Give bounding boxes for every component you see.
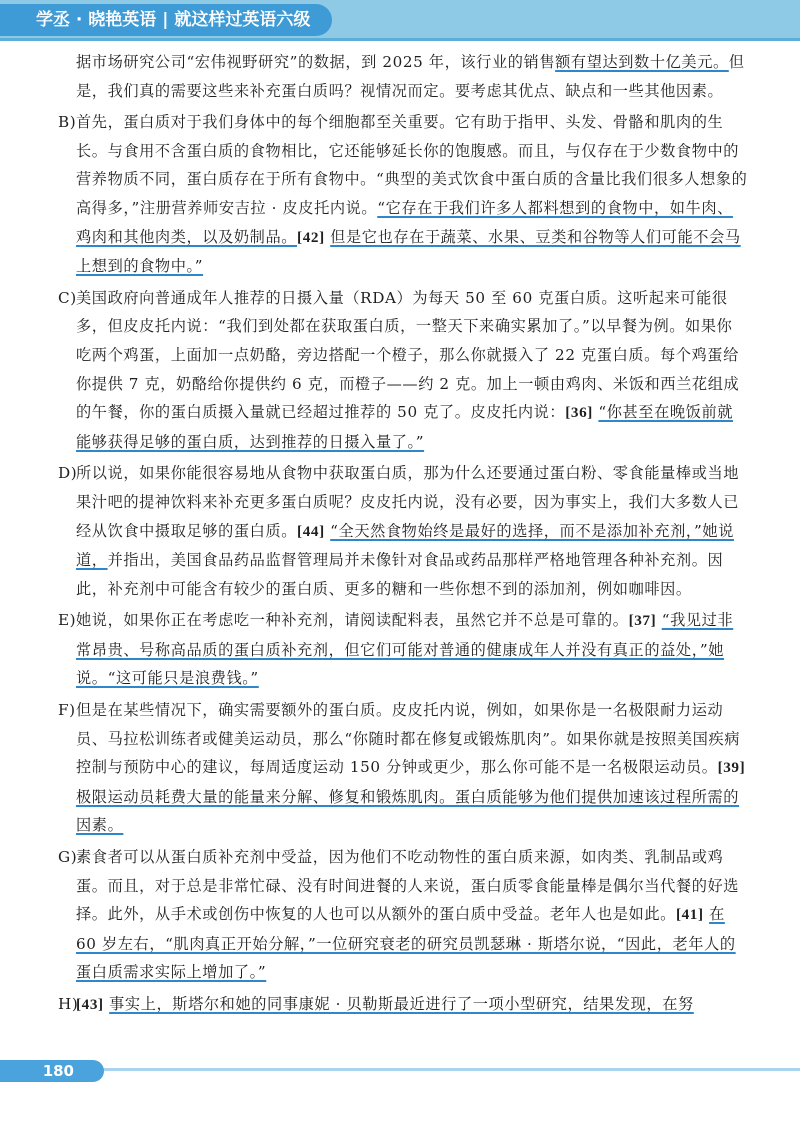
paragraph-text: 但是，我们真的需要这些来补充蛋白质吗？视情况而定。要考虑其优点、缺点和一些其他因素。: [76, 53, 745, 100]
underlined-answer-sentence: 额有望达到数十亿美元。: [555, 53, 729, 71]
paragraph-text: 但是在某些情况下，确实需要额外的蛋白质。皮皮托内说，例如，如果你是一名极限耐力运动员、马拉松训练者或健美运动员，那么“你随时都在修复或锻炼肌肉”。如果你就是按照美国疾病控制与预防中心的建议，每周适度运动 150 分钟或更少，那么你可能不是一名极限运动员。: [76, 701, 741, 777]
paragraph-text: 所以说，如果你能很容易地从食物中获取蛋白质，那为什么还要通过蛋白粉、零食能量棒或当地果汁吧的提神饮料来补充更多蛋白质呢？皮皮托内说，没有必要，因为事实上，我们大多数人已经从饮食中摄取足够的蛋白质。: [76, 464, 740, 540]
question-number: [39]: [717, 759, 746, 777]
paragraph-text: 并指出，美国食品药品监督管理局并未像针对食品或药品那样严格地管理各种补充剂。因此，补充剂中可能含有较少的蛋白质、更多的糖和一些你想不到的添加剂，例如咖啡因。: [76, 551, 724, 598]
paragraph: [58, 108, 748, 281]
question-number: [37]: [628, 612, 657, 630]
question-number: [36]: [565, 404, 593, 422]
paragraph-label: H): [58, 995, 79, 1013]
underlined-answer-sentence: “它存在于我们许多人都料想到的食物中，如牛肉、鸡肉和其他肉类，以及奶制品。: [76, 198, 733, 246]
book-title: 学丞 · 晓艳英语 | 就这样过英语六级: [0, 4, 332, 36]
paragraph: [58, 606, 748, 693]
header-band: [0, 0, 800, 41]
underlined-answer-sentence: 极限运动员耗费大量的能量来分解、修复和锻炼肌肉。蛋白质能够为他们提供加速该过程所需的因素。: [76, 787, 740, 835]
underlined-answer-sentence: “全天然食物始终是最好的选择，而不是添加补充剂，”她说道，: [76, 521, 734, 570]
underlined-answer-sentence: 在 60 岁左右，“肌肉真正开始分解，”一位研究衰老的研究员凯瑟琳 · 斯塔尔说，“因此，老年人的蛋白质需求实际上增加了。”: [76, 905, 736, 982]
paragraph-label: B): [58, 113, 77, 132]
paragraph-text: 她说，如果你正在考虑吃一种补充剂，请阅读配料表，虽然它并不总是可靠的。: [76, 611, 629, 630]
paragraph-label: C): [58, 288, 77, 307]
paragraph: [76, 48, 748, 105]
question-number: [42]: [297, 228, 325, 246]
paragraph: [58, 990, 748, 1020]
underlined-answer-sentence: 事实上，斯塔尔和她的同事康妮 · 贝勒斯最近进行了一项小型研究，结果发现，在努: [109, 995, 694, 1013]
paragraph-text: 素食者可以从蛋白质补充剂中受益，因为他们不吃动物性的蛋白质来源，如肉类、乳制品或鸡蛋。而且，对于总是非常忙碌、没有时间进餐的人来说，蛋白质零食能量棒是偶尔当代餐的好选择。此外，从手术或创伤中恢复的人也可以从额外的蛋白质中受益。老年人也是如此。: [76, 848, 740, 924]
underlined-answer-sentence: “我见过非常昂贵、号称高品质的蛋白质补充剂，但它们可能对普通的健康成年人并没有真正的益处，”她说。“这可能只是浪费钱。”: [76, 611, 734, 688]
paragraph-text: 首先，蛋白质对于我们身体中的每个细胞都至关重要。它有助于指甲、头发、骨骼和肌肉的生长。与食用不含蛋白质的食物相比，它还能够延长你的饱腹感。而且，与仅存在于少数食物中的营养物质不同，蛋白质存在于所有食物中。“典型的美式饮食中蛋白质的含量比我们很多人想象的高得多，”注册营养师安吉拉 · 皮皮托内说。: [76, 113, 748, 217]
paragraph-text: 美国政府向普通成年人推荐的日摄入量（RDA）为每天 50 至 60 克蛋白质。这听起来可能很多，但皮皮托内说：“我们到处都在获取蛋白质，一整天下来确实累加了。”以早餐为例。如果你吃两个鸡蛋，上面加一点奶酪，旁边搭配一个橙子，那么你就摄入了 22 克蛋白质。每个鸡蛋给你提供 7 克，奶酪给你提供约 6 克，而橙子——约 2 克。加上一顿由鸡肉、米饭和西兰花组成的午餐，你的蛋白质摄入量就已经超过推荐的 50 克了。皮皮托内说：: [76, 288, 740, 422]
paragraph-text: 据市场研究公司“宏伟视野研究”的数据，到 2025 年，该行业的销售: [76, 53, 556, 71]
paragraph: [58, 284, 748, 457]
paragraph: [58, 696, 748, 840]
paragraph: [58, 843, 748, 987]
paragraph-label: F): [58, 701, 76, 720]
question-number: [43]: [76, 996, 104, 1013]
article-body: [58, 48, 748, 1023]
footer-rule: [0, 1068, 800, 1071]
paragraph-label: E): [58, 611, 77, 630]
underlined-answer-sentence: “你甚至在晚饭前就能够获得足够的蛋白质，达到推荐的日摄入量了。”: [76, 403, 734, 451]
question-number: [44]: [297, 522, 325, 540]
paragraph: [58, 459, 748, 603]
underlined-answer-sentence: 但是它也存在于蔬菜、水果、豆类和谷物等人们可能不会马上想到的食物中。”: [76, 227, 741, 276]
paragraph-label: D): [58, 464, 78, 483]
paragraph-label: G): [58, 848, 78, 867]
question-number: [41]: [675, 906, 704, 924]
page-number: 180: [0, 1060, 104, 1082]
